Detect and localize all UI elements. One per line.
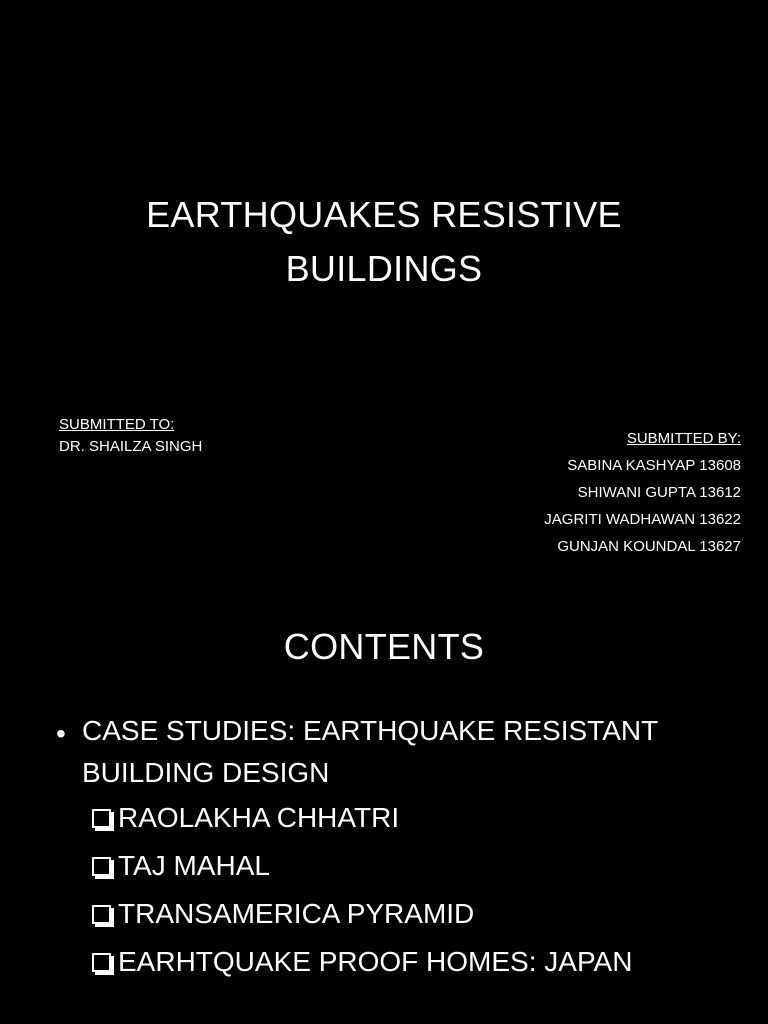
contents-slide bbox=[0, 580, 768, 1024]
checkbox-bullet-icon bbox=[92, 905, 111, 924]
sub-list-item bbox=[56, 842, 736, 890]
list-item-text: CASE STUDIES: EARTHQUAKE RESISTANT BUILDING DESIGN bbox=[82, 715, 658, 788]
submitted-by-heading: SUBMITTED BY: bbox=[626, 430, 741, 447]
checkbox-bullet-icon bbox=[92, 857, 111, 876]
submitted-to-name: DR. SHAILZA SINGH bbox=[59, 438, 203, 455]
submitted-to-block bbox=[59, 414, 202, 458]
bullet-icon: • bbox=[56, 718, 66, 749]
list-item bbox=[56, 710, 736, 794]
title-line-1: EARTHQUAKES RESISTIVE bbox=[146, 194, 622, 235]
team-member: GUNJAN KOUNDAL 13627 bbox=[557, 538, 741, 555]
checkbox-bullet-icon bbox=[92, 953, 111, 972]
sub-list-item bbox=[56, 890, 736, 938]
title-line-2: BUILDINGS bbox=[285, 248, 483, 289]
sub-list-item bbox=[56, 794, 736, 842]
team-member: JAGRITI WADHAWAN 13622 bbox=[544, 511, 741, 528]
team-member: SHIWANI GUPTA 13612 bbox=[577, 484, 741, 501]
contents-list bbox=[56, 710, 736, 986]
sub-list-item bbox=[56, 938, 736, 986]
sub-list-item-text: EARHTQUAKE PROOF HOMES: JAPAN bbox=[118, 946, 633, 977]
sub-list-item-text: TRANSAMERICA PYRAMID bbox=[118, 898, 475, 929]
team-member: SABINA KASHYAP 13608 bbox=[567, 457, 741, 474]
submitted-by-block bbox=[544, 425, 741, 560]
slide-title bbox=[0, 188, 768, 296]
checkbox-bullet-icon bbox=[92, 809, 111, 828]
contents-title: CONTENTS bbox=[283, 626, 485, 667]
submitted-to-heading: SUBMITTED TO: bbox=[59, 416, 175, 433]
sub-list-item-text: RAOLAKHA CHHATRI bbox=[118, 802, 400, 833]
sub-list-item-text: TAJ MAHAL bbox=[118, 850, 270, 881]
